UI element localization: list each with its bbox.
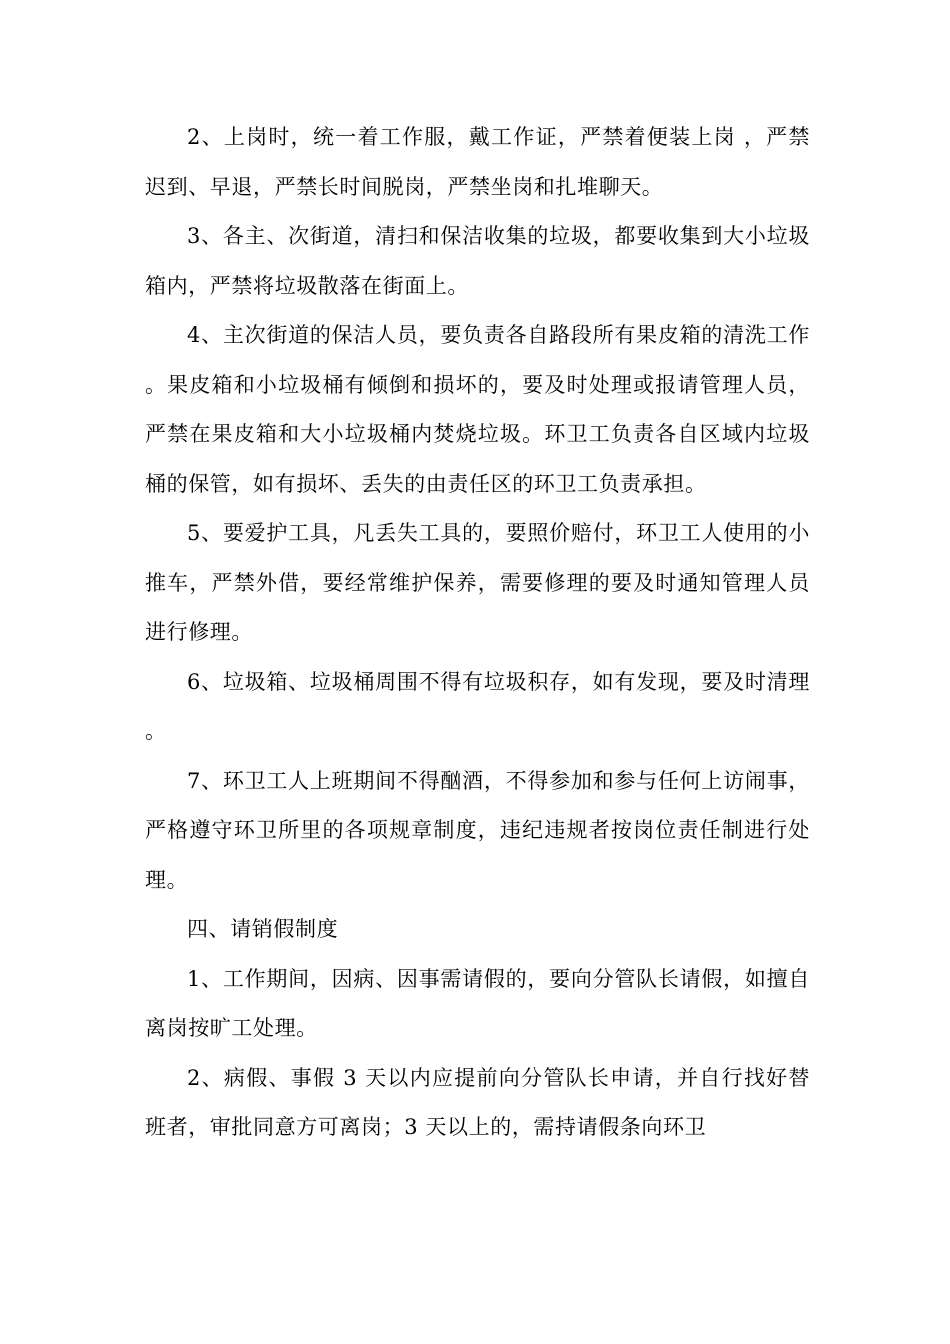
document-page bbox=[145, 113, 810, 1153]
paragraph-leave-rule-2: 2、病假、事假 3 天以内应提前向分管队长申请，并自行找好替班者，审批同意方可离岗；3 天以上的，需持请假条向环卫 bbox=[145, 1065, 810, 1139]
paragraph-leave-rule-1: 1、工作期间，因病、因事需请假的，要向分管队长请假，如擅自离岗按旷工处理。 bbox=[145, 966, 810, 1040]
paragraph-rule-2: 2、上岗时，统一着工作服，戴工作证，严禁着便装上岗 ，严禁迟到、早退，严禁长时间脱岗，严禁坐岗和扎堆聊天。 bbox=[145, 125, 810, 199]
paragraph-rule-3: 3、各主、次街道，清扫和保洁收集的垃圾，都要收集到大小垃圾箱内，严禁将垃圾散落在街面上。 bbox=[145, 224, 810, 298]
paragraph-rule-4: 4、主次街道的保洁人员，要负责各自路段所有果皮箱的清洗工作。果皮箱和小垃圾桶有倾倒和损坏的，要及时处理或报请管理人员，严禁在果皮箱和大小垃圾桶内焚烧垃圾。环卫工负责各自区域内垃圾桶的保管，如有损坏、丢失的由责任区的环卫工负责承担。 bbox=[145, 323, 810, 496]
section-heading-leave-system: 四、请销假制度 bbox=[187, 917, 339, 941]
paragraph-rule-5: 5、要爱护工具，凡丢失工具的，要照价赔付，环卫工人使用的小推车，严禁外借，要经常维护保养，需要修理的要及时通知管理人员进行修理。 bbox=[145, 521, 810, 644]
paragraph-rule-6: 6、垃圾箱、垃圾桶周围不得有垃圾积存，如有发现，要及时清理。 bbox=[145, 669, 810, 743]
paragraph-rule-7: 7、环卫工人上班期间不得酗酒，不得参加和参与任何上访闹事，严格遵守环卫所里的各项规章制度，违纪违规者按岗位责任制进行处理。 bbox=[145, 768, 810, 892]
